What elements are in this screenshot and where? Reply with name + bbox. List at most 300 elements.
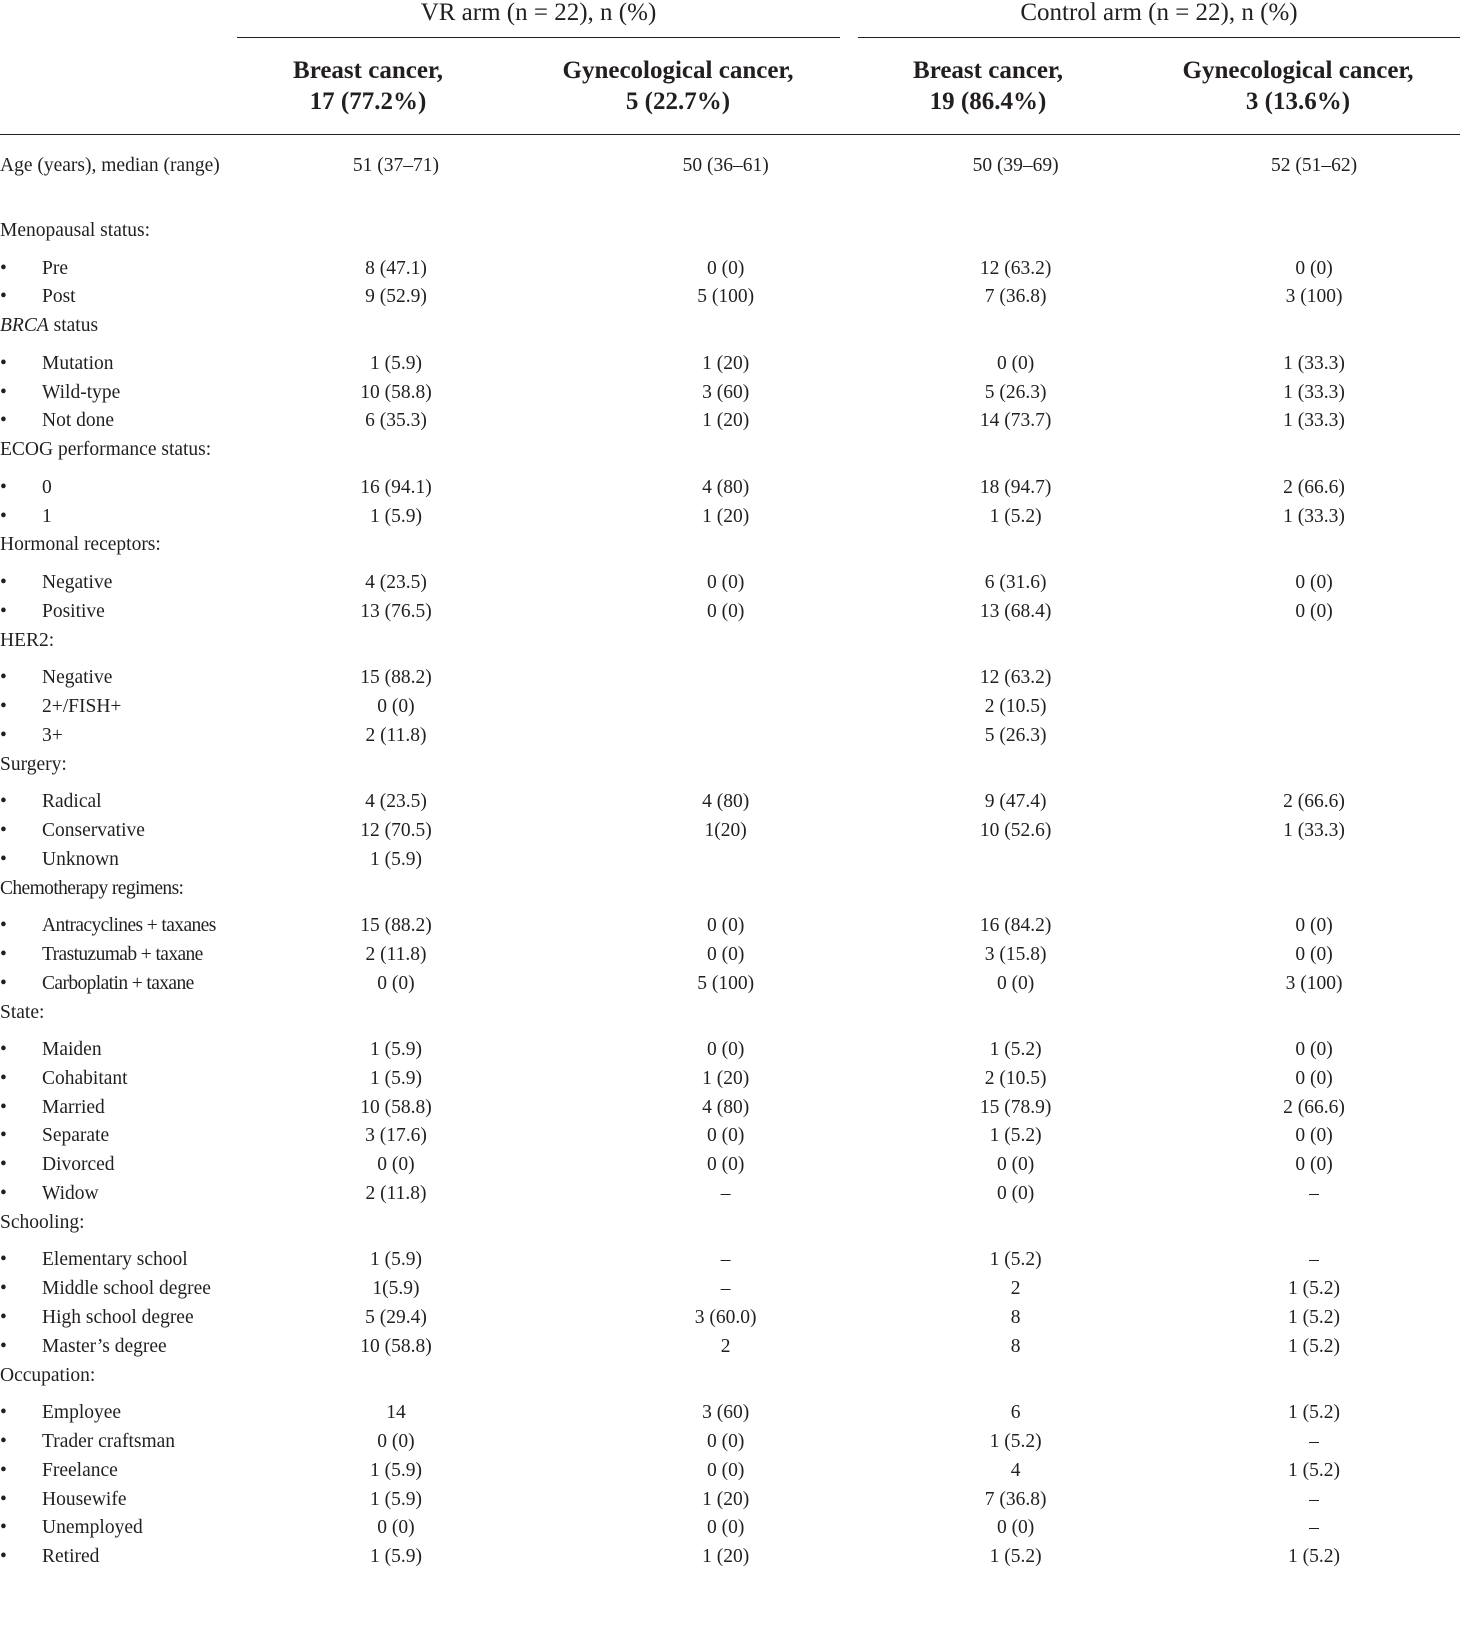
table-row — [0, 569, 1460, 598]
row-label-cell — [0, 1275, 229, 1304]
vr-gyneco-value — [588, 503, 863, 532]
row-label: Elementary school — [42, 1249, 188, 1271]
table-row — [0, 1486, 1460, 1515]
row-label: Negative — [42, 571, 113, 593]
cell-value: 1 (5.2) — [1288, 1546, 1341, 1568]
bullet-icon: • — [0, 1154, 7, 1176]
row-label: Widow — [42, 1183, 99, 1205]
table-row — [0, 1304, 1460, 1333]
section-row — [0, 531, 1460, 569]
vr-breast-value — [229, 407, 588, 436]
table-row — [0, 722, 1460, 751]
vr-breast-value — [229, 1514, 588, 1543]
cell-value: 4 (80) — [702, 1096, 750, 1118]
cell-value: 18 (94.7) — [979, 476, 1052, 498]
table-row — [0, 788, 1460, 817]
cell-value: 1 (5.9) — [369, 505, 422, 527]
vr-breast-value — [229, 436, 588, 474]
cell-value: 1 (5.9) — [369, 1459, 422, 1481]
cell-value: – — [1309, 1488, 1319, 1510]
cell-value: 10 (58.8) — [360, 1335, 432, 1357]
row-label: Radical — [42, 791, 102, 813]
row-label: Retired — [42, 1546, 100, 1568]
control-gyneco-value — [1168, 817, 1460, 846]
table-row — [0, 1065, 1460, 1094]
row-label: Wild-type — [42, 381, 121, 403]
cell-value: 15 (78.9) — [979, 1096, 1052, 1118]
cell-value: – — [720, 1249, 731, 1271]
cell-value: 0 (0) — [996, 352, 1035, 374]
cell-value: 1 (5.2) — [1288, 1307, 1341, 1329]
cell-value: 6 (31.6) — [984, 571, 1047, 593]
cell-value: 5 (100) — [697, 286, 755, 308]
cell-value: 14 (73.7) — [979, 410, 1052, 432]
bullet-icon: • — [0, 381, 7, 403]
control-breast-value — [863, 1362, 1168, 1400]
control-breast-value — [863, 1065, 1168, 1094]
cell-value: 10 (58.8) — [360, 381, 432, 403]
control-gyneco-value — [1168, 1094, 1460, 1123]
vr-breast-value — [229, 379, 588, 408]
row-label-cell — [0, 1399, 229, 1428]
row-label: Mutation — [42, 352, 114, 374]
bullet-icon: • — [0, 1517, 7, 1539]
row-label-cell — [0, 664, 229, 693]
section-row — [0, 436, 1460, 474]
table-row — [0, 1457, 1460, 1486]
control-gyneco-value — [1168, 788, 1460, 817]
vr-breast-value — [229, 1399, 588, 1428]
control-gyneco-value — [1168, 531, 1460, 569]
row-label: Menopausal status: — [0, 220, 151, 241]
cell-value: 13 (76.5) — [360, 600, 432, 622]
control-breast-value — [863, 912, 1168, 941]
section-row — [0, 152, 1460, 217]
table-row — [0, 1036, 1460, 1065]
control-arm-rule — [858, 37, 1460, 38]
cell-value: 1 (5.9) — [369, 1067, 422, 1089]
vr-gyneco-value — [588, 379, 863, 408]
vr-breast-value — [229, 912, 588, 941]
row-label: Trader craftsman — [42, 1431, 176, 1453]
cell-value: 0 (0) — [1295, 1039, 1333, 1061]
row-label: HER2: — [0, 629, 55, 651]
section-row — [0, 1209, 1460, 1247]
cell-value: 0 (0) — [706, 1431, 745, 1453]
vr-gyneco-value — [588, 970, 863, 999]
cell-value: 0 (0) — [1295, 600, 1333, 622]
vr-gyneco-value — [588, 817, 863, 846]
row-label-cell — [0, 1180, 229, 1209]
row-label-cell — [0, 846, 229, 875]
row-label-cell — [0, 1428, 229, 1457]
cell-value: 16 (84.2) — [979, 915, 1052, 937]
bullet-icon: • — [0, 972, 7, 994]
vr-gyneco-value — [588, 407, 863, 436]
cell-value: – — [720, 1278, 731, 1300]
vr-gyneco-value — [588, 693, 863, 722]
vr-breast-value — [229, 1094, 588, 1123]
table-row — [0, 1399, 1460, 1428]
vr-breast-value — [229, 283, 588, 312]
row-label-cell — [0, 788, 229, 817]
cell-value: 5 (100) — [697, 972, 755, 994]
row-label: Post — [42, 286, 76, 308]
vr-gyneco-value — [588, 1275, 863, 1304]
vr-arm-header: VR arm (n = 22), n (%) — [420, 0, 657, 26]
cell-value: 9 (47.4) — [984, 791, 1047, 813]
row-label: Pre — [42, 257, 68, 279]
bullet-icon: • — [0, 1039, 7, 1061]
cell-value: 1 (20) — [702, 1546, 750, 1568]
table-row — [0, 283, 1460, 312]
row-label: Housewife — [42, 1488, 127, 1510]
table-row — [0, 1543, 1460, 1572]
bullet-icon: • — [0, 724, 7, 746]
table-row — [0, 970, 1460, 999]
cell-value: 2 (11.8) — [365, 943, 427, 965]
control-gyneco-value — [1168, 436, 1460, 474]
row-label: Hormonal receptors: — [0, 534, 161, 556]
control-breast-value — [863, 1543, 1168, 1572]
cell-value: 13 (68.4) — [979, 600, 1052, 622]
vr-breast-value — [229, 875, 588, 913]
control-breast-value — [863, 1036, 1168, 1065]
cell-value: 1 (5.2) — [989, 1249, 1042, 1271]
control-breast-value — [863, 598, 1168, 627]
row-label-cell — [0, 1333, 229, 1362]
header-divider — [0, 134, 1460, 135]
row-label-cell — [0, 1209, 229, 1247]
row-label-cell — [0, 255, 229, 284]
column-header-control-breast: Breast cancer, 19 (86.4%) — [913, 57, 1063, 115]
cell-value: 0 (0) — [706, 915, 745, 937]
vr-gyneco-value — [588, 1543, 863, 1572]
cell-value: 2 — [720, 1335, 731, 1357]
bullet-icon: • — [0, 1183, 7, 1205]
table-row — [0, 255, 1460, 284]
control-breast-value — [863, 531, 1168, 569]
cell-value: 0 (0) — [1295, 915, 1333, 937]
vr-breast-value — [229, 1065, 588, 1094]
control-gyneco-value — [1168, 1209, 1460, 1247]
cell-value: 1 (5.2) — [989, 1431, 1042, 1453]
control-gyneco-value — [1168, 1065, 1460, 1094]
cell-value: 9 (52.9) — [365, 286, 427, 308]
row-label: Unemployed — [42, 1517, 143, 1539]
cell-value: 12 (63.2) — [979, 667, 1052, 689]
row-label: Negative — [42, 667, 113, 689]
row-label-cell — [0, 751, 229, 789]
cell-value: – — [1309, 1431, 1319, 1453]
cell-value: 1 (5.2) — [989, 1039, 1042, 1061]
row-label: Positive — [42, 600, 105, 622]
control-gyneco-value — [1168, 999, 1460, 1037]
cell-value: 8 — [1010, 1335, 1021, 1357]
vr-breast-value — [229, 970, 588, 999]
bullet-icon: • — [0, 1459, 7, 1481]
row-label: Maiden — [42, 1039, 102, 1061]
vr-gyneco-value — [588, 1209, 863, 1247]
control-breast-value — [863, 1180, 1168, 1209]
row-label-cell — [0, 436, 229, 474]
cell-value: 1 (33.3) — [1283, 819, 1345, 841]
column-header-vr-breast: Breast cancer, 17 (77.2%) — [293, 57, 443, 115]
vr-gyneco-value — [588, 1333, 863, 1362]
section-row — [0, 875, 1460, 913]
control-gyneco-value — [1168, 1428, 1460, 1457]
vr-gyneco-value — [588, 1457, 863, 1486]
vr-breast-value — [229, 1246, 588, 1275]
cell-value: 0 (0) — [377, 1154, 415, 1176]
vr-breast-value — [229, 1275, 588, 1304]
cell-value: 4 — [1010, 1459, 1021, 1481]
row-label-cell — [0, 217, 229, 255]
table-row — [0, 350, 1460, 379]
bullet-icon: • — [0, 286, 7, 308]
cell-value: 51 (37–71) — [352, 155, 440, 176]
cell-value: 2 (10.5) — [984, 1067, 1047, 1089]
vr-breast-value — [229, 312, 588, 350]
control-breast-value — [863, 312, 1168, 350]
cell-value: 1 (5.9) — [369, 1039, 422, 1061]
control-breast-value — [863, 1122, 1168, 1151]
cell-value: 0 (0) — [1295, 571, 1333, 593]
control-gyneco-value — [1168, 1543, 1460, 1572]
control-gyneco-value — [1168, 1151, 1460, 1180]
vr-breast-value — [229, 846, 588, 875]
control-breast-value — [863, 474, 1168, 503]
control-breast-value — [863, 664, 1168, 693]
vr-breast-value — [229, 1209, 588, 1247]
cell-value: 1(20) — [704, 819, 747, 841]
cell-value: 0 (0) — [996, 972, 1035, 994]
vr-gyneco-value — [588, 912, 863, 941]
row-label-cell — [0, 1122, 229, 1151]
vr-breast-value — [229, 152, 588, 217]
control-gyneco-value — [1168, 1304, 1460, 1333]
row-label-cell — [0, 817, 229, 846]
table-row — [0, 664, 1460, 693]
table-row — [0, 912, 1460, 941]
control-gyneco-value — [1168, 1457, 1460, 1486]
vr-breast-value — [229, 751, 588, 789]
cell-value: 1 (5.2) — [1288, 1278, 1341, 1300]
control-breast-value — [863, 1486, 1168, 1515]
control-gyneco-value — [1168, 152, 1460, 217]
vr-gyneco-value — [588, 312, 863, 350]
vr-breast-value — [229, 569, 588, 598]
control-gyneco-value — [1168, 1333, 1460, 1362]
vr-breast-value — [229, 1151, 588, 1180]
control-breast-value — [863, 1333, 1168, 1362]
row-label: 0 — [42, 476, 52, 498]
control-gyneco-value — [1168, 1180, 1460, 1209]
cell-value: 1 (5.2) — [1288, 1459, 1341, 1481]
cell-value: 0 (0) — [377, 1517, 415, 1539]
vr-gyneco-value — [588, 751, 863, 789]
cell-value: 1(5.9) — [372, 1278, 420, 1300]
cell-value: 0 (0) — [706, 1125, 745, 1147]
bullet-icon: • — [0, 1125, 7, 1147]
row-label: 1 — [42, 505, 52, 527]
cell-value: 0 (0) — [1295, 1154, 1333, 1176]
control-breast-value — [863, 788, 1168, 817]
table-row — [0, 1514, 1460, 1543]
control-breast-value — [863, 350, 1168, 379]
cell-value: 0 (0) — [1295, 1067, 1333, 1089]
control-breast-value — [863, 569, 1168, 598]
control-gyneco-value — [1168, 598, 1460, 627]
cell-value: 15 (88.2) — [360, 667, 432, 689]
cell-value: 14 — [386, 1402, 406, 1424]
bullet-icon: • — [0, 1096, 7, 1118]
bullet-icon: • — [0, 1335, 7, 1357]
control-breast-value — [863, 722, 1168, 751]
control-breast-value — [863, 1275, 1168, 1304]
row-label-cell — [0, 1036, 229, 1065]
vr-breast-value — [229, 664, 588, 693]
section-row — [0, 1362, 1460, 1400]
cell-value: 1 (5.9) — [369, 1249, 422, 1271]
vr-gyneco-value — [588, 722, 863, 751]
row-label: State: — [0, 1001, 45, 1023]
control-breast-value — [863, 693, 1168, 722]
cell-value: 0 (0) — [996, 1154, 1035, 1176]
cell-value: 0 (0) — [1295, 1125, 1333, 1147]
vr-breast-value — [229, 1333, 588, 1362]
row-label: Conservative — [42, 819, 145, 841]
control-breast-value — [863, 1246, 1168, 1275]
row-label: 3+ — [42, 724, 63, 746]
bullet-icon: • — [0, 410, 7, 432]
control-gyneco-value — [1168, 664, 1460, 693]
cell-value: 5 (26.3) — [984, 724, 1047, 746]
control-gyneco-value — [1168, 1362, 1460, 1400]
vr-gyneco-value — [588, 531, 863, 569]
row-label-cell — [0, 407, 229, 436]
control-gyneco-value — [1168, 941, 1460, 970]
control-gyneco-value — [1168, 1399, 1460, 1428]
cell-value: 0 (0) — [706, 600, 745, 622]
row-label-cell — [0, 312, 229, 350]
vr-breast-value — [229, 1543, 588, 1572]
cell-value: 10 (58.8) — [360, 1096, 432, 1118]
control-gyneco-value — [1168, 970, 1460, 999]
vr-breast-value — [229, 941, 588, 970]
cell-value: 1 (33.3) — [1283, 410, 1345, 432]
row-label: Surgery: — [0, 753, 67, 775]
row-label-cell — [0, 627, 229, 665]
vr-breast-value — [229, 255, 588, 284]
cell-value: 0 (0) — [706, 943, 745, 965]
control-breast-value — [863, 1094, 1168, 1123]
control-gyneco-value — [1168, 751, 1460, 789]
section-row — [0, 217, 1460, 255]
row-label: Antracyclines + taxanes — [42, 915, 216, 937]
control-gyneco-value — [1168, 693, 1460, 722]
control-gyneco-value — [1168, 1275, 1460, 1304]
cell-value: 10 (52.6) — [979, 819, 1052, 841]
control-gyneco-value — [1168, 217, 1460, 255]
row-label: Married — [42, 1096, 105, 1118]
control-gyneco-value — [1168, 1514, 1460, 1543]
table-row — [0, 503, 1460, 532]
cell-value: 8 (47.1) — [365, 257, 427, 279]
vr-breast-value — [229, 1428, 588, 1457]
cell-value: 0 (0) — [706, 257, 745, 279]
row-label-cell — [0, 379, 229, 408]
control-gyneco-value — [1168, 474, 1460, 503]
row-label: Employee — [42, 1402, 122, 1424]
table-row — [0, 407, 1460, 436]
row-label-cell — [0, 1514, 229, 1543]
vr-breast-value — [229, 217, 588, 255]
vr-breast-value — [229, 817, 588, 846]
cell-value: 3 (100) — [1285, 286, 1343, 308]
cell-value: 1 (5.9) — [369, 1488, 422, 1510]
row-label-cell — [0, 1304, 229, 1333]
vr-breast-value — [229, 1036, 588, 1065]
table-row — [0, 1122, 1460, 1151]
row-label: Unknown — [42, 848, 119, 870]
bullet-icon: • — [0, 505, 7, 527]
cell-value: 1 (5.9) — [369, 848, 422, 870]
bullet-icon: • — [0, 571, 7, 593]
vr-breast-value — [229, 1180, 588, 1209]
row-label-cell — [0, 970, 229, 999]
vr-gyneco-value — [588, 1246, 863, 1275]
row-label-cell — [0, 722, 229, 751]
control-breast-value — [863, 436, 1168, 474]
cell-value: 6 — [1010, 1402, 1021, 1424]
control-gyneco-value — [1168, 1036, 1460, 1065]
vr-breast-value — [229, 503, 588, 532]
cell-value: 50 (36–61) — [682, 155, 769, 176]
row-label: Occupation: — [0, 1364, 96, 1386]
bullet-icon: • — [0, 1431, 7, 1453]
section-row — [0, 627, 1460, 665]
cell-value: 0 (0) — [706, 1459, 745, 1481]
row-label: Divorced — [42, 1154, 115, 1176]
row-label: BRCA status — [0, 315, 99, 337]
cell-value: 1 (33.3) — [1283, 352, 1345, 374]
cell-value: 52 (51–62) — [1270, 155, 1358, 176]
row-label-cell — [0, 875, 229, 913]
row-label-cell — [0, 1457, 229, 1486]
vr-breast-value — [229, 788, 588, 817]
vr-gyneco-value — [588, 255, 863, 284]
bullet-icon: • — [0, 695, 7, 717]
cell-value: 5 (26.3) — [984, 381, 1047, 403]
control-breast-value — [863, 1399, 1168, 1428]
table-body — [0, 152, 1460, 1572]
bullet-icon: • — [0, 1067, 7, 1089]
cell-value: 4 (23.5) — [365, 571, 427, 593]
section-row — [0, 312, 1460, 350]
vr-gyneco-value — [588, 1486, 863, 1515]
row-label-cell — [0, 152, 229, 217]
control-breast-value — [863, 503, 1168, 532]
row-label-cell — [0, 350, 229, 379]
control-gyneco-value — [1168, 1122, 1460, 1151]
vr-gyneco-value — [588, 283, 863, 312]
cell-value: 2 (66.6) — [1283, 791, 1345, 813]
vr-breast-value — [229, 598, 588, 627]
vr-breast-value — [229, 350, 588, 379]
characteristics-table — [0, 152, 1460, 1572]
control-gyneco-value — [1168, 255, 1460, 284]
